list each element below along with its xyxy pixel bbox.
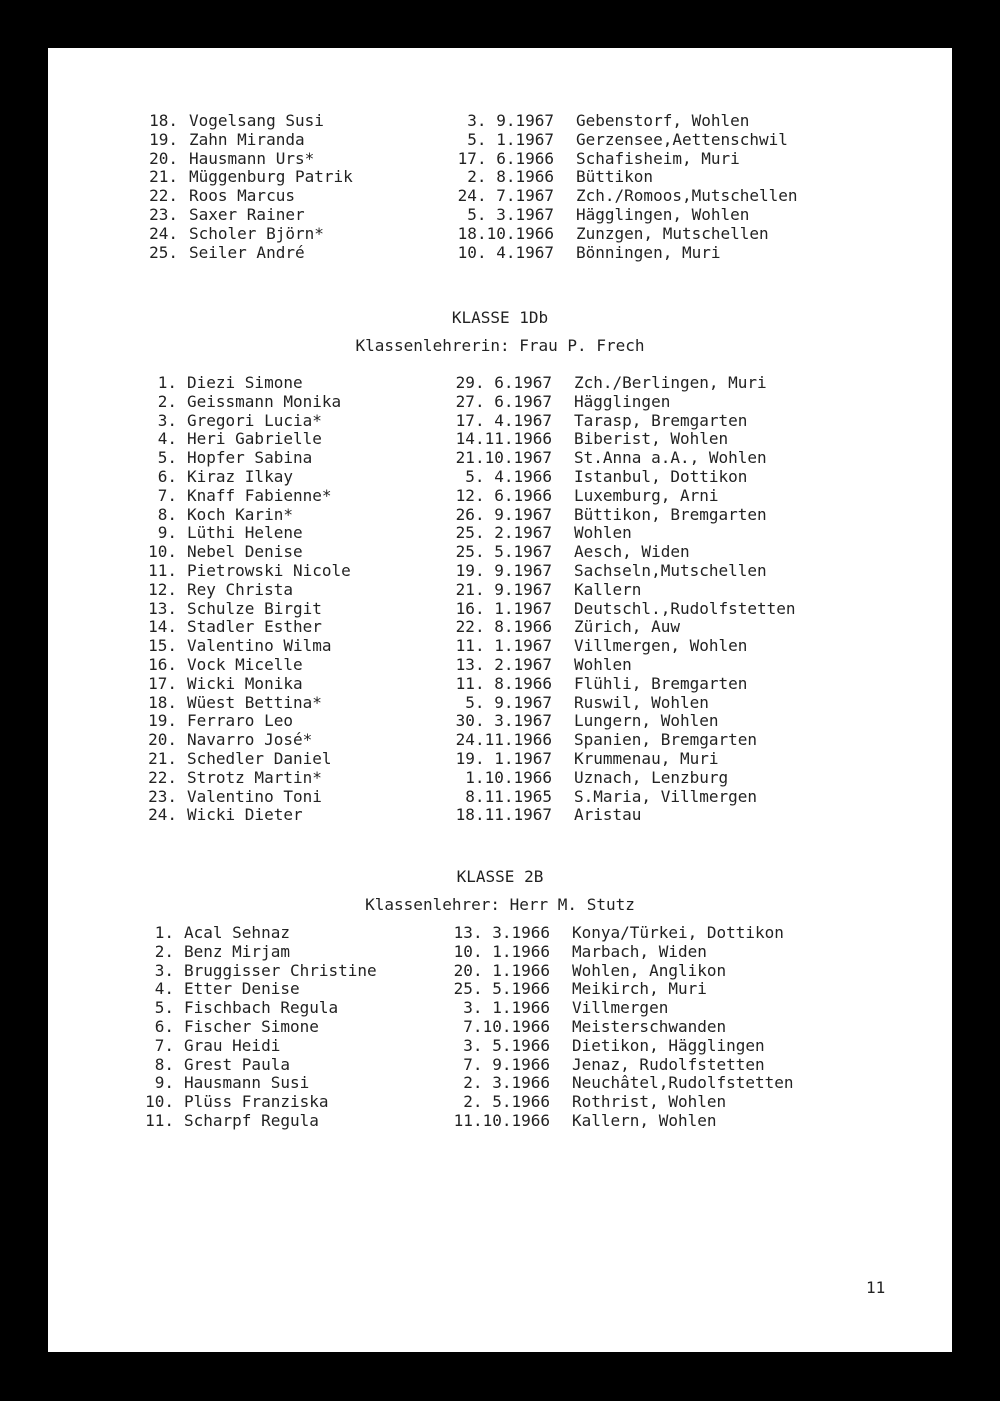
- student-name: Pietrowski Nicole: [187, 560, 351, 580]
- row-number: 12.: [148, 579, 177, 599]
- table-row: [48, 750, 952, 769]
- row-number: 3.: [157, 410, 177, 430]
- birth-date: 10. 1.1966: [453, 941, 550, 961]
- birth-date: 7. 9.1966: [463, 1054, 550, 1074]
- student-name: Zahn Miranda: [189, 129, 305, 149]
- row-number: 16.: [148, 654, 177, 674]
- row-number: 18.: [148, 692, 177, 712]
- birth-date: 30. 3.1967: [455, 711, 552, 731]
- place: Villmergen: [572, 998, 669, 1018]
- birth-date: 18.11.1967: [455, 805, 552, 825]
- student-name: Rey Christa: [187, 579, 293, 599]
- table-row: [48, 999, 952, 1018]
- place: Zch./Berlingen, Muri: [574, 373, 767, 392]
- table-row: [48, 769, 952, 788]
- row-number: 22.: [149, 186, 178, 206]
- place: Meikirch, Muri: [572, 979, 707, 999]
- row-number: 19.: [148, 711, 177, 731]
- student-name: Scharpf Regula: [184, 1110, 319, 1130]
- table-row: [48, 412, 952, 431]
- row-number: 17.: [148, 673, 177, 693]
- birth-date: 12. 6.1966: [455, 485, 552, 505]
- place: Spanien, Bremgarten: [574, 730, 758, 750]
- row-number: 8.: [154, 1054, 174, 1074]
- birth-date: 11. 8.1966: [455, 673, 552, 693]
- birth-date: 11.10.1966: [453, 1110, 550, 1130]
- table-row: [48, 487, 952, 506]
- birth-date: 25. 5.1967: [455, 542, 552, 562]
- birth-date: 25. 2.1967: [455, 523, 552, 543]
- table-row: [48, 506, 952, 525]
- table-row: [48, 943, 952, 962]
- row-number: 5.: [157, 448, 177, 468]
- place: Luxemburg, Arni: [574, 485, 719, 505]
- row-number: 9.: [154, 1073, 174, 1093]
- place: Wohlen: [574, 523, 632, 543]
- place: Wohlen: [574, 654, 632, 674]
- student-name: Diezi Simone: [187, 373, 303, 392]
- birth-date: 2. 3.1966: [463, 1073, 550, 1093]
- student-name: Benz Mirjam: [184, 941, 290, 961]
- table-row: [48, 1074, 952, 1093]
- place: Büttikon, Bremgarten: [574, 504, 767, 524]
- student-name: Seiler André: [189, 242, 305, 262]
- place: Hägglingen: [574, 391, 671, 411]
- row-number: 25.: [149, 242, 178, 262]
- row-number: 15.: [148, 636, 177, 656]
- place: Kallern, Wohlen: [572, 1110, 717, 1130]
- table-row: [48, 225, 952, 244]
- student-name: Nebel Denise: [187, 542, 303, 562]
- student-name: Hausmann Susi: [184, 1073, 310, 1093]
- row-number: 7.: [157, 485, 177, 505]
- row-number: 18.: [149, 111, 178, 130]
- birth-date: 2. 5.1966: [463, 1092, 550, 1112]
- student-name: Grest Paula: [184, 1054, 290, 1074]
- student-list-1db: [48, 374, 952, 825]
- student-name: Wicki Dieter: [187, 805, 303, 825]
- row-number: 1.: [154, 923, 174, 942]
- student-name: Knaff Fabienne*: [187, 485, 332, 505]
- student-name: Navarro José*: [187, 730, 313, 750]
- place: Bönningen, Muri: [576, 242, 721, 262]
- class-teacher-1db: Klassenlehrerin: Frau P. Frech: [355, 336, 645, 355]
- class-title-2b: KLASSE 2B: [456, 867, 544, 886]
- table-row: [48, 788, 952, 807]
- place: St.Anna a.A., Wohlen: [574, 448, 767, 468]
- table-row: [48, 374, 952, 393]
- birth-date: 17. 6.1966: [457, 148, 554, 168]
- table-row: [48, 675, 952, 694]
- row-number: 8.: [157, 504, 177, 524]
- birth-date: 11. 1.1967: [455, 636, 552, 656]
- row-number: 24.: [149, 223, 178, 243]
- student-name: Schedler Daniel: [187, 748, 332, 768]
- place: Villmergen, Wohlen: [574, 636, 748, 656]
- birth-date: 5. 9.1967: [465, 692, 552, 712]
- table-row: [48, 430, 952, 449]
- student-name: Wüest Bettina*: [187, 692, 322, 712]
- student-list-2b: [48, 924, 952, 1131]
- birth-date: 22. 8.1966: [455, 617, 552, 637]
- row-number: 20.: [148, 730, 177, 750]
- table-row: [48, 600, 952, 619]
- student-name: Geissmann Monika: [187, 391, 342, 411]
- table-row: [48, 150, 952, 169]
- place: Gebenstorf, Wohlen: [576, 111, 750, 130]
- table-row: [48, 731, 952, 750]
- student-name: Stadler Esther: [187, 617, 322, 637]
- birth-date: 5. 1.1967: [467, 129, 554, 149]
- student-name: Koch Karin*: [187, 504, 293, 524]
- student-name: Grau Heidi: [184, 1035, 281, 1055]
- birth-date: 13. 2.1967: [455, 654, 552, 674]
- place: Flühli, Bremgarten: [574, 673, 748, 693]
- table-row: [48, 712, 952, 731]
- place: Rothrist, Wohlen: [572, 1092, 727, 1112]
- table-row: [48, 244, 952, 263]
- table-row: [48, 131, 952, 150]
- place: Meisterschwanden: [572, 1016, 727, 1036]
- birth-date: 29. 6.1967: [455, 373, 552, 392]
- birth-date: 10. 4.1967: [457, 242, 554, 262]
- birth-date: 19. 9.1967: [455, 560, 552, 580]
- document-page: [48, 48, 952, 1352]
- table-row: [48, 694, 952, 713]
- table-row: [48, 393, 952, 412]
- student-name: Lüthi Helene: [187, 523, 303, 543]
- row-number: 5.: [154, 998, 174, 1018]
- table-row: [48, 187, 952, 206]
- student-name: Vogelsang Susi: [189, 111, 324, 130]
- birth-date: 17. 4.1967: [455, 410, 552, 430]
- row-number: 6.: [154, 1016, 174, 1036]
- row-number: 7.: [154, 1035, 174, 1055]
- student-name: Etter Denise: [184, 979, 300, 999]
- row-number: 21.: [148, 748, 177, 768]
- place: S.Maria, Villmergen: [574, 786, 758, 806]
- birth-date: 24.11.1966: [455, 730, 552, 750]
- table-row: [48, 618, 952, 637]
- place: Uznach, Lenzburg: [574, 767, 729, 787]
- row-number: 4.: [154, 979, 174, 999]
- birth-date: 2. 8.1966: [467, 167, 554, 187]
- student-name: Acal Sehnaz: [184, 923, 290, 942]
- birth-date: 13. 3.1966: [453, 923, 550, 942]
- table-row: [48, 656, 952, 675]
- class-teacher-2b: Klassenlehrer: Herr M. Stutz: [365, 895, 635, 914]
- place: Zunzgen, Mutschellen: [576, 223, 769, 243]
- birth-date: 26. 9.1967: [455, 504, 552, 524]
- birth-date: 7.10.1966: [463, 1016, 550, 1036]
- place: Ruswil, Wohlen: [574, 692, 709, 712]
- place: Gerzensee,Aettenschwil: [576, 129, 788, 149]
- student-name: Scholer Björn*: [189, 223, 324, 243]
- row-number: 22.: [148, 767, 177, 787]
- student-name: Wicki Monika: [187, 673, 303, 693]
- table-row: [48, 562, 952, 581]
- table-row: [48, 581, 952, 600]
- row-number: 3.: [154, 960, 174, 980]
- table-row: [48, 806, 952, 825]
- student-name: Fischer Simone: [184, 1016, 319, 1036]
- table-row: [48, 1056, 952, 1075]
- row-number: 11.: [145, 1110, 174, 1130]
- place: Lungern, Wohlen: [574, 711, 719, 731]
- table-row: [48, 468, 952, 487]
- birth-date: 25. 5.1966: [453, 979, 550, 999]
- place: Zch./Romoos,Mutschellen: [576, 186, 798, 206]
- student-name: Müggenburg Patrik: [189, 167, 353, 187]
- student-name: Vock Micelle: [187, 654, 303, 674]
- table-row: [48, 206, 952, 225]
- student-name: Ferraro Leo: [187, 711, 293, 731]
- place: Kallern: [574, 579, 642, 599]
- birth-date: 14.11.1966: [455, 429, 552, 449]
- place: Deutschl.,Rudolfstetten: [574, 598, 796, 618]
- row-number: 23.: [148, 786, 177, 806]
- row-number: 11.: [148, 560, 177, 580]
- birth-date: 16. 1.1967: [455, 598, 552, 618]
- table-row: [48, 112, 952, 131]
- row-number: 14.: [148, 617, 177, 637]
- row-number: 21.: [149, 167, 178, 187]
- place: Jenaz, Rudolfstetten: [572, 1054, 765, 1074]
- table-row: [48, 962, 952, 981]
- place: Büttikon: [576, 167, 654, 187]
- birth-date: 5. 4.1966: [465, 466, 552, 486]
- birth-date: 21. 9.1967: [455, 579, 552, 599]
- student-name: Plüss Franziska: [184, 1092, 329, 1112]
- place: Sachseln,Mutschellen: [574, 560, 767, 580]
- row-number: 10.: [145, 1092, 174, 1112]
- student-name: Gregori Lucia*: [187, 410, 322, 430]
- row-number: 19.: [149, 129, 178, 149]
- birth-date: 5. 3.1967: [467, 204, 554, 224]
- table-row: [48, 543, 952, 562]
- birth-date: 21.10.1967: [455, 448, 552, 468]
- row-number: 13.: [148, 598, 177, 618]
- birth-date: 8.11.1965: [465, 786, 552, 806]
- student-name: Valentino Toni: [187, 786, 322, 806]
- place: Neuchâtel,Rudolfstetten: [572, 1073, 794, 1093]
- birth-date: 27. 6.1967: [455, 391, 552, 411]
- student-name: Fischbach Regula: [184, 998, 339, 1018]
- table-row: [48, 1112, 952, 1131]
- row-number: 24.: [148, 805, 177, 825]
- place: Wohlen, Anglikon: [572, 960, 727, 980]
- place: Aesch, Widen: [574, 542, 690, 562]
- birth-date: 3. 5.1966: [463, 1035, 550, 1055]
- birth-date: 18.10.1966: [457, 223, 554, 243]
- place: Biberist, Wohlen: [574, 429, 729, 449]
- table-row: [48, 1037, 952, 1056]
- row-number: 6.: [157, 466, 177, 486]
- page-number: 11: [866, 1278, 886, 1297]
- birth-date: 19. 1.1967: [455, 748, 552, 768]
- row-number: 10.: [148, 542, 177, 562]
- table-row: [48, 524, 952, 543]
- student-list-continued: [48, 112, 952, 262]
- place: Hägglingen, Wohlen: [576, 204, 750, 224]
- student-name: Valentino Wilma: [187, 636, 332, 656]
- student-name: Hopfer Sabina: [187, 448, 313, 468]
- place: Tarasp, Bremgarten: [574, 410, 748, 430]
- student-name: Saxer Rainer: [189, 204, 305, 224]
- table-row: [48, 168, 952, 187]
- row-number: 4.: [157, 429, 177, 449]
- place: Dietikon, Hägglingen: [572, 1035, 765, 1055]
- student-name: Kiraz Ilkay: [187, 466, 293, 486]
- place: Marbach, Widen: [572, 941, 707, 961]
- row-number: 1.: [157, 373, 177, 392]
- table-row: [48, 980, 952, 999]
- row-number: 9.: [157, 523, 177, 543]
- birth-date: 3. 9.1967: [467, 111, 554, 130]
- student-name: Hausmann Urs*: [189, 148, 315, 168]
- student-name: Roos Marcus: [189, 186, 295, 206]
- birth-date: 24. 7.1967: [457, 186, 554, 206]
- place: Istanbul, Dottikon: [574, 466, 748, 486]
- birth-date: 1.10.1966: [465, 767, 552, 787]
- student-name: Strotz Martin*: [187, 767, 322, 787]
- row-number: 23.: [149, 204, 178, 224]
- table-row: [48, 1093, 952, 1112]
- student-name: Schulze Birgit: [187, 598, 322, 618]
- birth-date: 20. 1.1966: [453, 960, 550, 980]
- place: Konya/Türkei, Dottikon: [572, 923, 784, 942]
- table-row: [48, 924, 952, 943]
- class-title-1db: KLASSE 1Db: [451, 308, 549, 327]
- table-row: [48, 637, 952, 656]
- table-row: [48, 449, 952, 468]
- place: Krummenau, Muri: [574, 748, 719, 768]
- row-number: 2.: [154, 941, 174, 961]
- table-row: [48, 1018, 952, 1037]
- student-name: Heri Gabrielle: [187, 429, 322, 449]
- place: Aristau: [574, 805, 642, 825]
- place: Schafisheim, Muri: [576, 148, 740, 168]
- student-name: Bruggisser Christine: [184, 960, 377, 980]
- birth-date: 3. 1.1966: [463, 998, 550, 1018]
- row-number: 20.: [149, 148, 178, 168]
- row-number: 2.: [157, 391, 177, 411]
- place: Zürich, Auw: [574, 617, 680, 637]
